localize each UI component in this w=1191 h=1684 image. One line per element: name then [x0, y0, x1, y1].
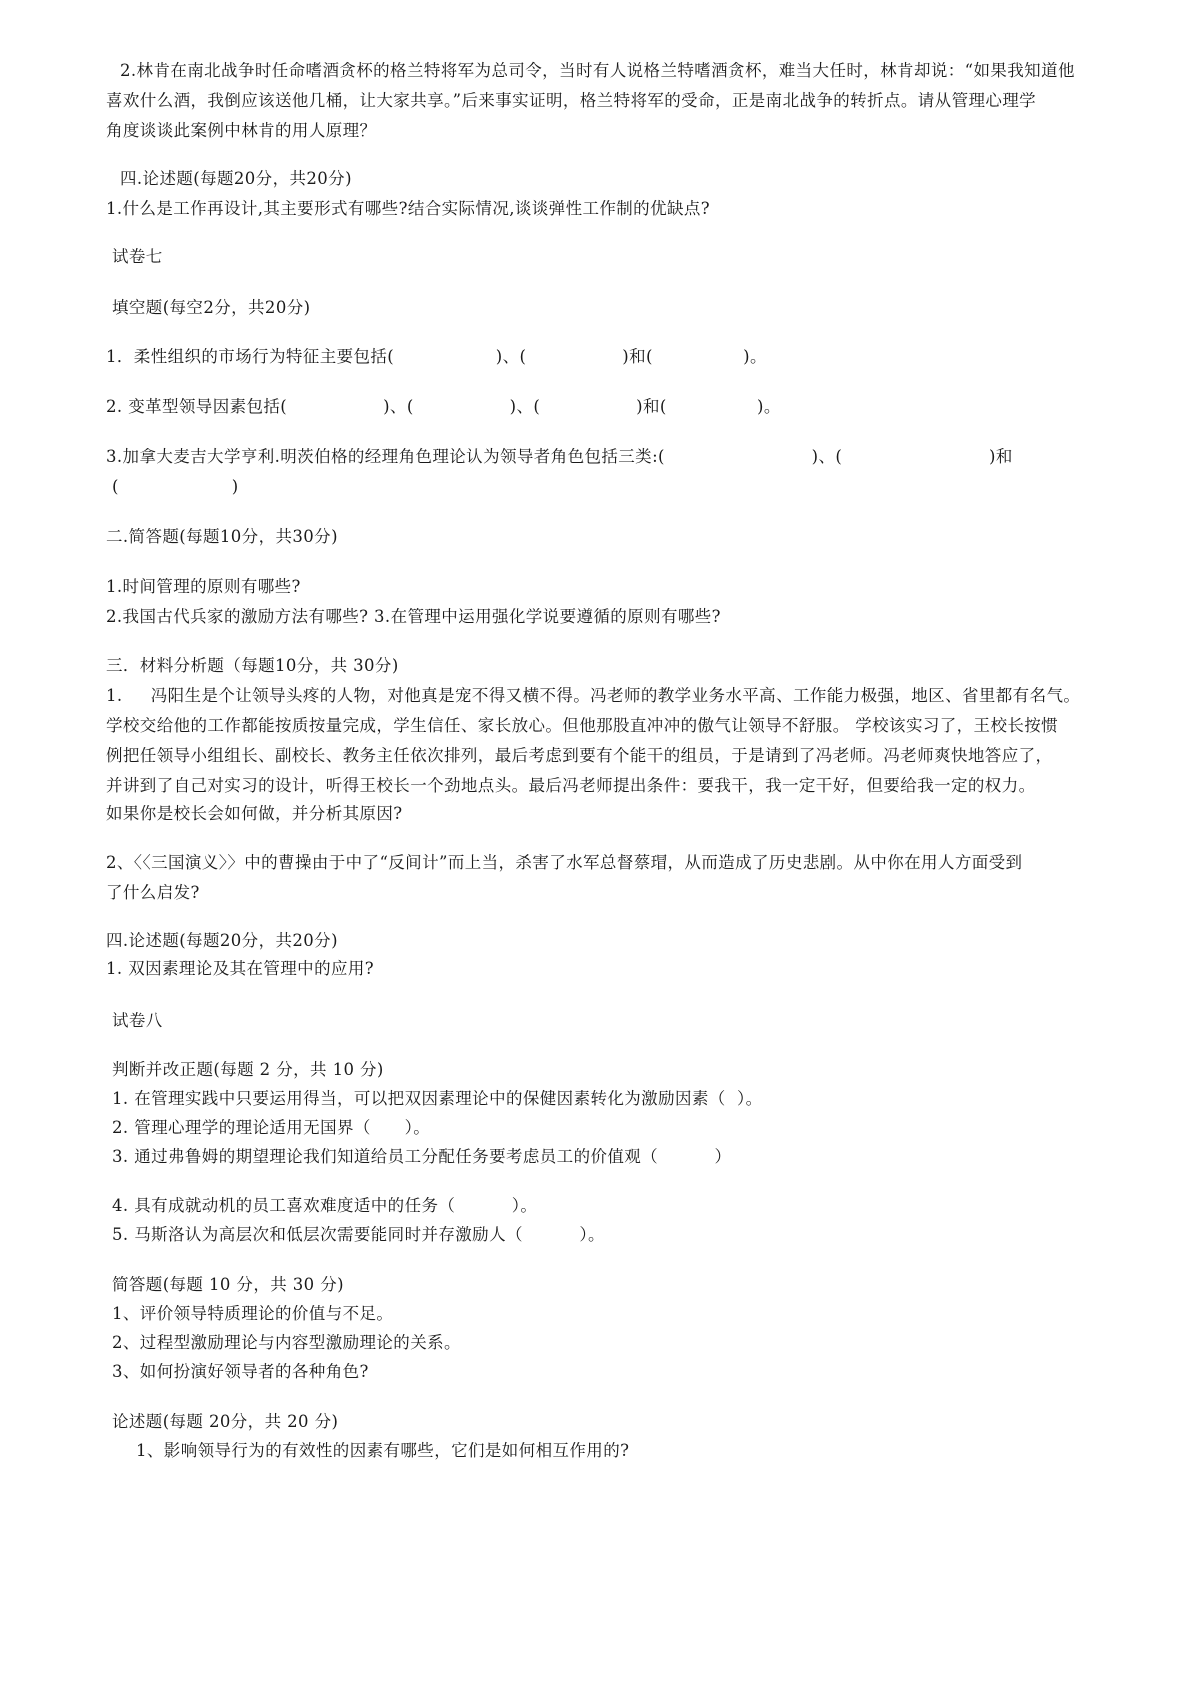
fill-blank-q2: 2. 变革型领导因素包括( )、( )、( )和( )。	[106, 397, 781, 416]
short-answer-2-q1: 1、评价领导特质理论的价值与不足。	[112, 1304, 394, 1323]
short-answer-heading-2: 简答题(每题 10 分，共 30 分)	[112, 1275, 344, 1294]
fill-blank-q1: 1．柔性组织的市场行为特征主要包括( )、( )和( )。	[106, 347, 767, 366]
essay-question-1: 1.什么是工作再设计,其主要形式有哪些?结合实际情况,谈谈弹性工作制的优缺点?	[106, 199, 711, 218]
material-q1-line-2: 学校交给他的工作都能按质按量完成，学生信任、家长放心。但他那股直冲冲的傲气让领导不舒服。 学校该实习了，王校长按惯	[106, 716, 1059, 735]
exam-7-title: 试卷七	[112, 247, 163, 266]
true-false-q1: 1. 在管理实践中只要运用得当，可以把双因素理论中的保健因素转化为激励因素（ ）。	[112, 1089, 763, 1108]
q2-lincoln-line-3: 角度谈谈此案例中林肯的用人原理？	[106, 121, 377, 140]
section-essay-heading-2: 四.论述题(每题20分，共20分)	[106, 931, 338, 950]
true-false-heading: 判断并改正题(每题 2 分，共 10 分)	[112, 1060, 384, 1079]
true-false-q4: 4. 具有成就动机的员工喜欢难度适中的任务（ ）。	[112, 1196, 538, 1215]
q2-lincoln-line-1: 2.林肯在南北战争时任命嗜酒贪杯的格兰特将军为总司令，当时有人说格兰特嗜酒贪杯，难当大任时，林肯却说：“如果我知道他	[120, 61, 1075, 80]
essay-3-q1: 1、影响领导行为的有效性的因素有哪些，它们是如何相互作用的?	[136, 1441, 630, 1460]
true-false-q5: 5. 马斯洛认为高层次和低层次需要能同时并存激励人（ ）。	[112, 1225, 605, 1244]
exam-8-title: 试卷八	[112, 1011, 163, 1030]
fill-blank-q3-line-1: 3.加拿大麦吉大学亨利.明茨伯格的经理角色理论认为领导者角色包括三类:( )、( )和	[106, 447, 1013, 466]
section-essay-heading: 四.论述题(每题20分，共20分)	[120, 169, 352, 188]
short-answer-2-q3: 3、如何扮演好领导者的各种角色?	[112, 1362, 369, 1381]
material-q1-line-4: 并讲到了自己对实习的设计，听得王校长一个劲地点头。最后冯老师提出条件：要我干，我一定干好，但要给我一定的权力。	[106, 776, 1036, 795]
essay-question-2: 1. 双因素理论及其在管理中的应用?	[106, 959, 375, 978]
short-answer-q1: 1.时间管理的原则有哪些?	[106, 577, 301, 596]
material-q2-line-1: 2、〈〈三国演义〉〉中的曹操由于中了“反间计”而上当，杀害了水军总督蔡瑁，从而造成了历史悲剧。从中你在用人方面受到	[106, 853, 1023, 872]
short-answer-q2-q3: 2.我国古代兵家的激励方法有哪些? 3.在管理中运用强化学说要遵循的原则有哪些?	[106, 607, 721, 626]
fill-blank-heading: 填空题(每空2分，共20分)	[112, 298, 311, 317]
material-q2-line-2: 了什么启发?	[106, 883, 200, 902]
short-answer-2-q2: 2、过程型激励理论与内容型激励理论的关系。	[112, 1333, 461, 1352]
true-false-q3: 3. 通过弗鲁姆的期望理论我们知道给员工分配任务要考虑员工的价值观（ ）	[112, 1147, 732, 1166]
material-q1-line-5: 如果你是校长会如何做，并分析其原因?	[106, 804, 403, 823]
essay-heading-3: 论述题(每题 20分，共 20 分)	[112, 1412, 339, 1431]
material-analysis-heading: 三．材料分析题（每题10分，共 30分)	[106, 656, 399, 675]
material-q1-line-3: 例把任领导小组组长、副校长、教务主任依次排列，最后考虑到要有个能干的组员，于是请到了冯老师。冯老师爽快地答应了，	[106, 746, 1053, 765]
material-q1-line-1: 1. 冯阳生是个让领导头疼的人物，对他真是宠不得又横不得。冯老师的教学业务水平高、工作能力极强，地区、省里都有名气。	[106, 686, 1081, 705]
true-false-q2: 2. 管理心理学的理论适用无国界（ ）。	[112, 1118, 431, 1137]
fill-blank-q3-line-2: ( )	[112, 477, 239, 496]
q2-lincoln-line-2: 喜欢什么酒，我倒应该送他几桶，让大家共享。”后来事实证明，格兰特将军的受命，正是南北战争的转折点。请从管理心理学	[106, 91, 1037, 110]
short-answer-heading: 二.简答题(每题10分，共30分)	[106, 527, 338, 546]
